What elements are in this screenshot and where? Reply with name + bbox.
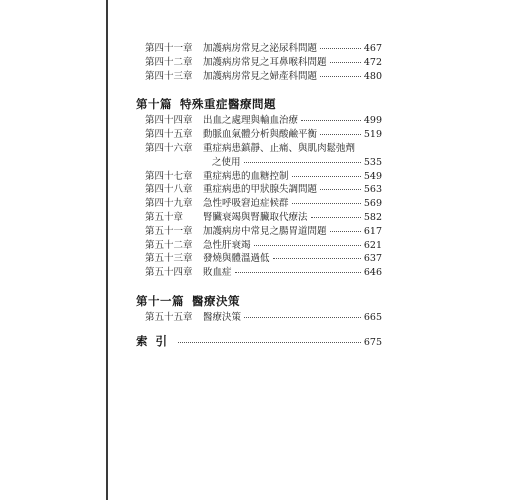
page-number: 675	[363, 336, 382, 348]
book-spine-line	[106, 0, 108, 500]
chapter-number: 第四十一章	[145, 43, 193, 54]
part-title: 特殊重症醫療問題	[180, 97, 276, 112]
part-heading	[136, 293, 382, 309]
table-of-contents	[136, 42, 382, 349]
toc-entry	[136, 183, 382, 197]
dot-leader	[244, 162, 361, 163]
dot-leader	[292, 176, 361, 177]
part-heading	[136, 96, 382, 112]
dot-leader	[311, 217, 361, 218]
toc-entry	[136, 56, 382, 70]
chapter-number: 第四十五章	[145, 129, 193, 141]
page-number: 621	[363, 239, 382, 251]
chapter-number: 第五十五章	[145, 311, 193, 323]
index-entry	[136, 333, 382, 349]
chapter-number: 第五十章	[145, 211, 184, 223]
page-number: 519	[363, 129, 382, 141]
dot-leader	[320, 134, 361, 135]
page-number: 637	[363, 253, 382, 265]
toc-entry	[136, 197, 382, 211]
chapter-title: 加護病房常見之泌尿科問題	[203, 43, 318, 54]
part-number: 第十一篇	[136, 293, 184, 308]
toc-entry	[136, 225, 382, 239]
page-number: 563	[363, 184, 382, 196]
chapter-title: 重症病患的血糖控制	[203, 170, 289, 182]
toc-entry	[136, 252, 382, 266]
dot-leader	[330, 62, 361, 63]
chapter-number: 第四十二章	[145, 56, 193, 68]
dot-leader	[320, 76, 361, 77]
dot-leader	[254, 245, 361, 246]
chapter-title: 急性肝衰竭	[203, 239, 251, 251]
chapter-title: 醫療決策	[203, 311, 242, 323]
part-number: 第十篇	[136, 97, 172, 112]
chapter-number: 第四十六章	[145, 142, 193, 154]
page-number: 569	[363, 198, 382, 210]
chapter-title: 重症病患鎮靜、止痛、與肌肉鬆弛劑	[203, 142, 356, 154]
chapter-title: 加護病房常見之耳鼻喉科問題	[203, 56, 327, 68]
toc-entry	[136, 142, 382, 156]
toc-entry	[136, 170, 382, 184]
toc-entry	[136, 239, 382, 253]
chapter-number: 第四十四章	[145, 115, 193, 127]
toc-entry	[136, 211, 382, 225]
chapter-number: 第五十二章	[145, 239, 193, 251]
dot-leader	[320, 189, 361, 190]
dot-leader	[235, 272, 361, 273]
toc-entry	[136, 266, 382, 280]
page-number: 549	[363, 170, 382, 182]
chapter-title: 敗血症	[203, 267, 232, 279]
part-title: 醫療決策	[192, 293, 240, 308]
toc-entry	[136, 114, 382, 128]
chapter-title: 加護病房中常見之腸胃道問題	[203, 225, 327, 237]
toc-entry	[136, 128, 382, 142]
chapter-title: 動脈血氣體分析與酸鹼平衡	[203, 129, 318, 141]
dot-leader	[301, 120, 361, 121]
page-number: 535	[363, 156, 382, 168]
chapter-title: 出血之處理與輸血治療	[203, 115, 299, 127]
page-number: 480	[363, 70, 382, 82]
page-number: 582	[363, 211, 382, 223]
dot-leader	[292, 203, 361, 204]
chapter-number: 第五十三章	[145, 253, 193, 265]
chapter-number: 第五十一章	[145, 225, 193, 237]
toc-entry-continuation	[136, 156, 382, 170]
toc-entry	[136, 70, 382, 84]
page-number: 467	[363, 43, 382, 54]
dot-leader	[320, 48, 361, 49]
dot-leader	[244, 317, 361, 318]
page-number: 665	[363, 311, 382, 323]
chapter-title: 腎臟衰竭與腎臟取代療法	[203, 211, 308, 223]
chapter-number: 第四十八章	[145, 184, 193, 196]
chapter-title: 重症病患的甲狀腺失調問題	[203, 184, 318, 196]
chapter-number: 第四十七章	[145, 170, 193, 182]
page-number: 617	[363, 225, 382, 237]
dot-leader	[178, 342, 361, 343]
toc-entry	[136, 311, 382, 325]
dot-leader	[273, 258, 361, 259]
chapter-title-continuation: 之使用	[212, 156, 241, 168]
page-number: 499	[363, 115, 382, 127]
chapter-number: 第五十四章	[145, 267, 193, 279]
chapter-title: 急性呼吸窘迫症候群	[203, 198, 289, 210]
chapter-number: 第四十三章	[145, 70, 193, 82]
page-number: 472	[363, 56, 382, 68]
index-label: 索引	[136, 333, 175, 348]
page-number: 646	[363, 267, 382, 279]
chapter-title: 加護病房常見之婦產科問題	[203, 70, 318, 82]
chapter-number: 第四十九章	[145, 198, 193, 210]
toc-entry	[136, 42, 382, 56]
chapter-title: 發燒與體溫過低	[203, 253, 270, 265]
dot-leader	[330, 231, 361, 232]
